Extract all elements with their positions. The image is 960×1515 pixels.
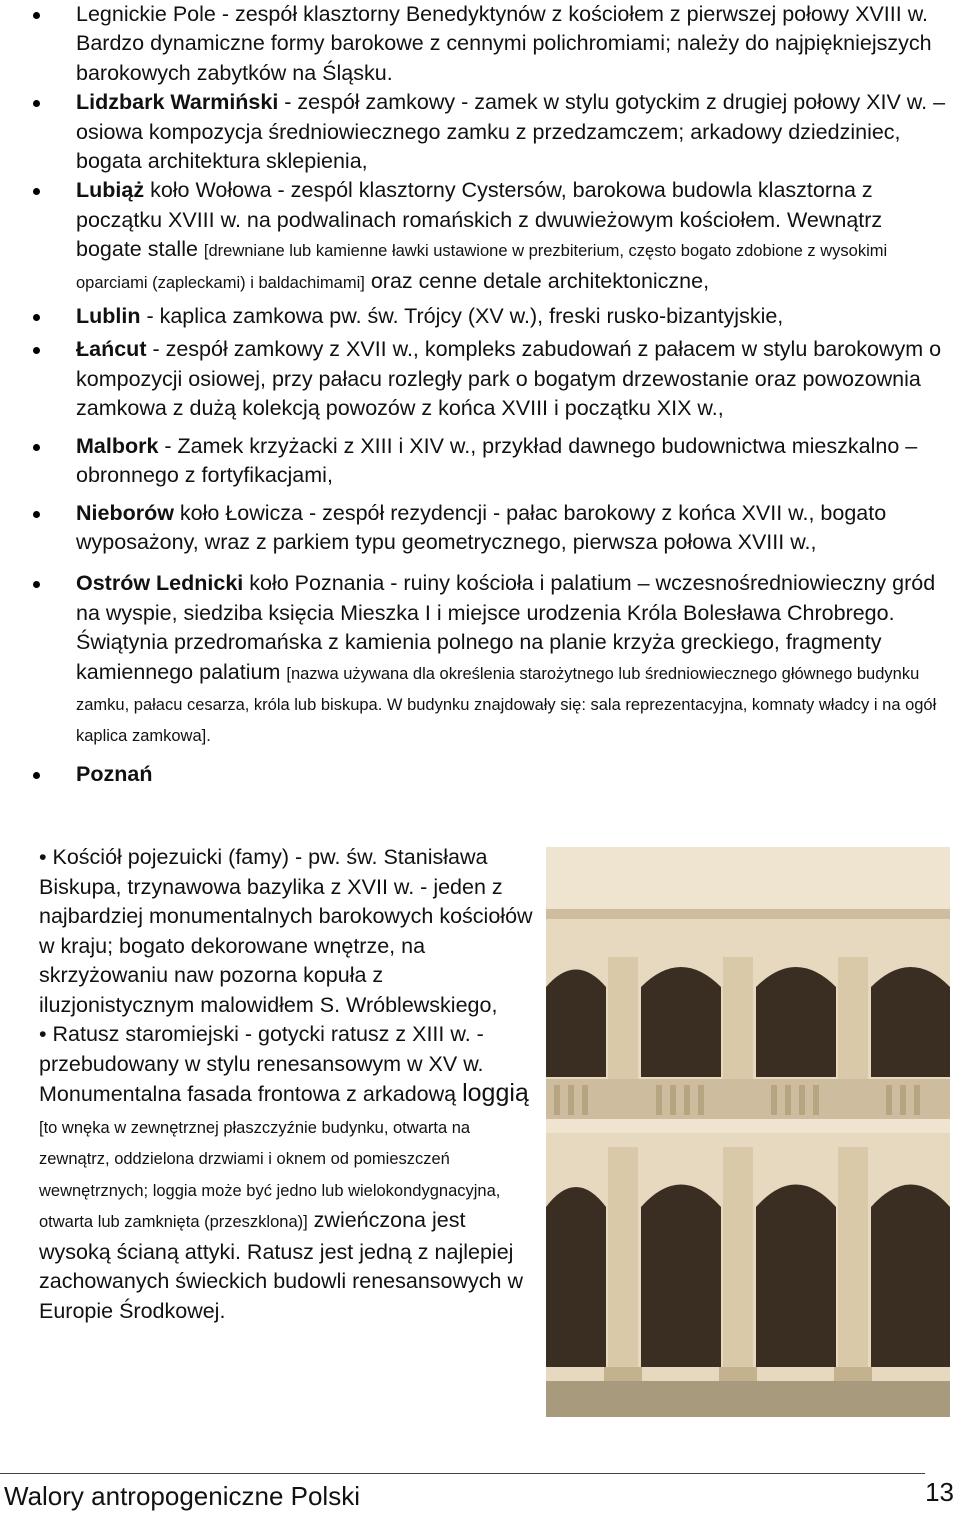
- loggia-term: loggią: [462, 1079, 529, 1107]
- page-number: 13: [925, 1477, 954, 1507]
- item-name: Lublin: [76, 304, 141, 329]
- list-item: [0, 302, 960, 331]
- list-item: [0, 0, 960, 88]
- item-name: Malbork: [76, 433, 159, 458]
- item-footnote: [nazwa używana dla określenia starożytnego lub średniowiecznego głównego budynku zamku, pałacu cesarza, króla lub biskupa. W budynku znajdowały się: sala reprezentacyjna, komnaty władcy i na ogół kaplica zamkowa].: [76, 664, 937, 746]
- bullet-icon: [33, 12, 40, 19]
- item-text-tail: oraz cenne detale architektoniczne,: [364, 268, 710, 293]
- bullet-icon: [33, 511, 40, 518]
- list-item: [0, 760, 960, 789]
- item-text: koło Wołowa - zespól klasztorny Cystersów, barokowa budowla klasztorna z początku XVIII w. na podwalinach romańskich z dwuwieżowym kościołem. Wewnątrz bogate stalle: [76, 178, 883, 262]
- item-name: Ostrów Lednicki: [76, 571, 244, 596]
- list-item: [0, 432, 960, 491]
- item-text: - zespół zamkowy z XVII w., kompleks zabudowań z pałacem w stylu barokowym o kompozycji osiowej, przy pałacu rozległy park o bogatym drzewostanie oraz powozownia zamkowa z dużą kolekcją powozów z końca XVIII i początku XIX w.,: [76, 337, 942, 421]
- item-name: Lubiąż: [76, 178, 145, 203]
- item-text: - Zamek krzyżacki z XIII i XIV w., przykład dawnego budownictwa mieszkalno – obronnego z fortyfikacjami,: [76, 433, 918, 488]
- bullet-icon: [33, 772, 40, 779]
- bullet-icon: [33, 581, 40, 588]
- item-text: - zespół zamkowy - zamek w stylu gotyckim z drugiej połowy XIV w. – osiowa kompozycja średniowiecznego zamku z przedzamczem; arkadowy dziedziniec, bogata architektura sklepienia,: [76, 90, 946, 174]
- bullet-icon: [33, 188, 40, 195]
- item-text: koło Łowicza - zespół rezydencji - pałac barokowy z końca XVII w., bogato wyposażony, wraz z parkiem typu geometrycznego, pierwsza połowa XVIII w.,: [76, 500, 887, 554]
- bullet-icon: [33, 314, 40, 321]
- loggia-definition: [to wnęka w zewnętrznej płaszczyźnie budynku, otwarta na zewnątrz, oddzielona drzwiami i oknem od pomieszczeń wewnętrznych; loggia może być jedno lub wielokondygnacyjna, otwarta lub zamknięta (przeszklona)]: [39, 1118, 501, 1231]
- sub-item-town-hall: [39, 1020, 539, 1326]
- arcaded-courtyard-photo: [546, 847, 950, 1417]
- bullet-icon: [33, 347, 40, 354]
- item-footnote: [drewniane lub kamienne ławki ustawione w prezbiterium, często bogato zdobione z wysokimi oparciami (zapleckami) i baldachimami]: [76, 242, 888, 292]
- sub-item-church: • Kościół pojezuicki (famy) - pw. św. Stanisława Biskupa, trzynawowa bazylika z XVII w. - jeden z najbardziej monumentalnych barokowych kościołów w kraju; bogato dekorowane wnętrze, na skrzyżowaniu naw pozorna kopuła z iluzjonistycznym malowidłem S. Wróblewskiego,: [39, 845, 533, 1017]
- town-hall-text-end: zwieńczona jest wysoką ścianą attyki. Ratusz jest jedną z najlepiej zachowanych świeckich budowli renesansowych w Europie Środkowej.: [39, 1208, 523, 1323]
- bullet-icon: [33, 100, 40, 107]
- list-item: [0, 569, 960, 751]
- list-item: [0, 499, 960, 558]
- footer-divider: [0, 1473, 925, 1474]
- item-text: Legnickie Pole - zespół klasztorny Benedyktynów z kościołem z pierwszej połowy XVIII w. Bardzo dynamiczne formy barokowe z cennymi polichromiami; należy do najpiękniejszych barokowych zabytków na Śląsku.: [76, 2, 932, 85]
- item-name: Poznań: [76, 761, 153, 786]
- list-item: [0, 335, 960, 423]
- footer-title: Walory antropogeniczne Polski: [4, 1481, 360, 1511]
- item-text: koło Poznania - ruiny kościoła i palatium – wczesnośredniowieczny gród na wyspie, siedziba księcia Mieszka I i miejsce urodzenia Króla Bolesława Chrobrego. Świątynia przedromańska z kamienia polnego na planie krzyża greckiego, fragmenty kamiennego palatium: [76, 571, 936, 684]
- item-name: Łańcut: [76, 337, 147, 362]
- town-hall-text: • Ratusz staromiejski - gotycki ratusz z XIII w. - przebudowany w stylu renesansowym w XV w. Monumentalna fasada frontowa z arkadową: [39, 1022, 484, 1106]
- poznan-details: [39, 843, 539, 1326]
- list-item: [0, 88, 960, 176]
- bullet-icon: [33, 444, 40, 451]
- item-name: Nieborów: [76, 500, 174, 525]
- list-item: [0, 176, 960, 298]
- item-text: - kaplica zamkowa pw. św. Trójcy (XV w.), freski rusko-bizantyjskie,: [140, 304, 784, 329]
- item-name: Lidzbark Warmiński: [76, 90, 279, 115]
